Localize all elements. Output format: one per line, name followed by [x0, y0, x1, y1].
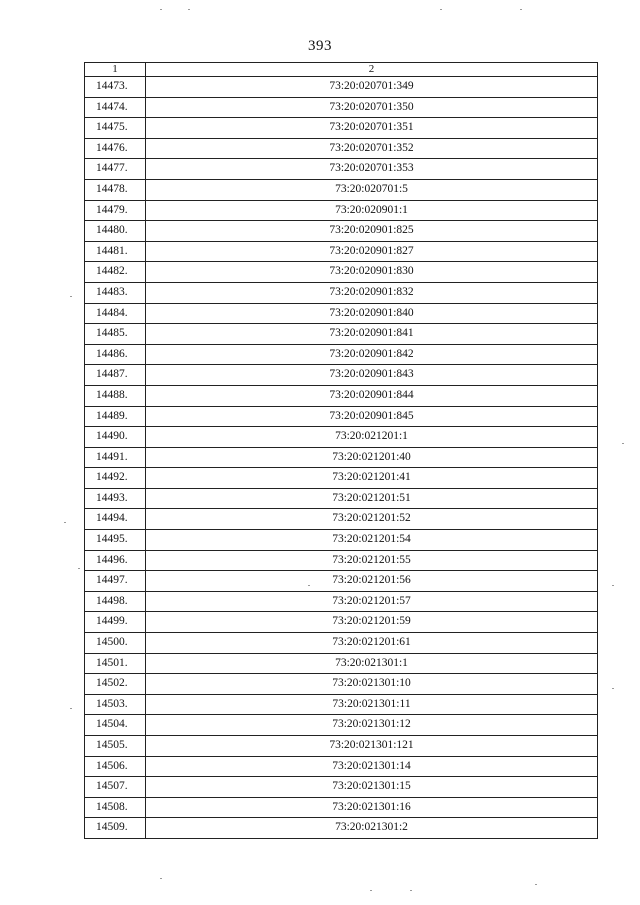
table-row — [85, 694, 598, 715]
cadastral-number: 73:20:021201:51 — [146, 488, 598, 509]
row-number: 14491. — [85, 447, 146, 468]
cadastral-number: 73:20:021301:121 — [146, 736, 598, 757]
table-row — [85, 324, 598, 345]
scan-speck — [78, 568, 80, 569]
row-number: 14492. — [85, 468, 146, 489]
table-row — [85, 756, 598, 777]
cadastral-number: 73:20:021201:52 — [146, 509, 598, 530]
cadastral-number: 73:20:021301:1 — [146, 653, 598, 674]
scan-speck — [308, 585, 310, 586]
scan-speck — [370, 890, 372, 891]
table-row — [85, 797, 598, 818]
row-number: 14474. — [85, 97, 146, 118]
cadastral-number: 73:20:021201:59 — [146, 612, 598, 633]
row-number: 14486. — [85, 344, 146, 365]
row-number: 14475. — [85, 118, 146, 139]
cadastral-table — [84, 62, 598, 839]
cadastral-number: 73:20:020901:844 — [146, 385, 598, 406]
row-number: 14500. — [85, 633, 146, 654]
row-number: 14508. — [85, 797, 146, 818]
scan-speck — [160, 878, 162, 879]
table-row — [85, 241, 598, 262]
scan-speck — [188, 9, 190, 10]
cadastral-number: 73:20:021201:40 — [146, 447, 598, 468]
table-row — [85, 509, 598, 530]
cadastral-number: 73:20:021301:10 — [146, 674, 598, 695]
scan-speck — [622, 443, 624, 444]
cadastral-number: 73:20:021201:61 — [146, 633, 598, 654]
table-row — [85, 468, 598, 489]
cadastral-number: 73:20:021201:57 — [146, 591, 598, 612]
row-number: 14484. — [85, 303, 146, 324]
row-number: 14485. — [85, 324, 146, 345]
table-row — [85, 674, 598, 695]
cadastral-number: 73:20:020901:1 — [146, 200, 598, 221]
cadastral-number: 73:20:020901:845 — [146, 406, 598, 427]
scan-speck — [64, 522, 66, 523]
row-number: 14482. — [85, 262, 146, 283]
cadastral-number: 73:20:020901:840 — [146, 303, 598, 324]
table-row — [85, 179, 598, 200]
row-number: 14478. — [85, 179, 146, 200]
scan-speck — [160, 9, 162, 10]
cadastral-number: 73:20:021201:55 — [146, 550, 598, 571]
row-number: 14493. — [85, 488, 146, 509]
table-row — [85, 550, 598, 571]
scan-speck — [535, 884, 537, 885]
scan-speck — [612, 585, 614, 586]
cadastral-number: 73:20:020901:841 — [146, 324, 598, 345]
table-row — [85, 571, 598, 592]
cadastral-number: 73:20:020701:349 — [146, 77, 598, 98]
row-number: 14498. — [85, 591, 146, 612]
cadastral-number: 73:20:021201:1 — [146, 427, 598, 448]
row-number: 14509. — [85, 818, 146, 839]
table-row — [85, 138, 598, 159]
row-number: 14490. — [85, 427, 146, 448]
cadastral-number: 73:20:020701:351 — [146, 118, 598, 139]
cadastral-number: 73:20:020701:350 — [146, 97, 598, 118]
table-row — [85, 365, 598, 386]
table-row — [85, 344, 598, 365]
row-number: 14488. — [85, 385, 146, 406]
cadastral-number: 73:20:021301:2 — [146, 818, 598, 839]
row-number: 14483. — [85, 282, 146, 303]
column-header-cadastral-number: 2 — [146, 63, 598, 77]
table-row — [85, 447, 598, 468]
row-number: 14495. — [85, 530, 146, 551]
scan-speck — [70, 296, 72, 297]
table-row — [85, 715, 598, 736]
table-row — [85, 530, 598, 551]
cadastral-number: 73:20:021301:15 — [146, 777, 598, 798]
cadastral-number: 73:20:021301:14 — [146, 756, 598, 777]
row-number: 14487. — [85, 365, 146, 386]
table-row — [85, 385, 598, 406]
row-number: 14504. — [85, 715, 146, 736]
table-row — [85, 406, 598, 427]
table-row — [85, 427, 598, 448]
row-number: 14506. — [85, 756, 146, 777]
cadastral-number: 73:20:020901:827 — [146, 241, 598, 262]
row-number: 14489. — [85, 406, 146, 427]
table-row — [85, 633, 598, 654]
cadastral-number: 73:20:021301:12 — [146, 715, 598, 736]
row-number: 14497. — [85, 571, 146, 592]
cadastral-number: 73:20:021201:56 — [146, 571, 598, 592]
row-number: 14481. — [85, 241, 146, 262]
row-number: 14501. — [85, 653, 146, 674]
scan-speck — [520, 9, 522, 10]
table-row — [85, 488, 598, 509]
table-row — [85, 612, 598, 633]
scan-speck — [410, 890, 412, 891]
table-row — [85, 653, 598, 674]
table-body — [85, 77, 598, 839]
table-row — [85, 777, 598, 798]
cadastral-number: 73:20:020901:842 — [146, 344, 598, 365]
row-number: 14476. — [85, 138, 146, 159]
row-number: 14496. — [85, 550, 146, 571]
row-number: 14503. — [85, 694, 146, 715]
row-number: 14505. — [85, 736, 146, 757]
table-row — [85, 736, 598, 757]
scan-speck — [612, 688, 614, 689]
row-number: 14507. — [85, 777, 146, 798]
row-number: 14499. — [85, 612, 146, 633]
table-row — [85, 200, 598, 221]
table-row — [85, 282, 598, 303]
cadastral-number: 73:20:021201:54 — [146, 530, 598, 551]
page-number: 393 — [308, 38, 332, 54]
table-row — [85, 303, 598, 324]
row-number: 14502. — [85, 674, 146, 695]
cadastral-number: 73:20:021201:41 — [146, 468, 598, 489]
cadastral-number: 73:20:021301:16 — [146, 797, 598, 818]
cadastral-number: 73:20:021301:11 — [146, 694, 598, 715]
table-row — [85, 262, 598, 283]
cadastral-number: 73:20:020901:830 — [146, 262, 598, 283]
cadastral-number: 73:20:020901:843 — [146, 365, 598, 386]
table-row — [85, 118, 598, 139]
cadastral-number: 73:20:020901:832 — [146, 282, 598, 303]
cadastral-number: 73:20:020701:353 — [146, 159, 598, 180]
row-number: 14479. — [85, 200, 146, 221]
scan-speck — [440, 9, 442, 10]
table-row — [85, 221, 598, 242]
cadastral-number: 73:20:020901:825 — [146, 221, 598, 242]
row-number: 14494. — [85, 509, 146, 530]
table-header-row — [85, 63, 598, 77]
row-number: 14480. — [85, 221, 146, 242]
row-number: 14477. — [85, 159, 146, 180]
cadastral-number: 73:20:020701:5 — [146, 179, 598, 200]
cadastral-number: 73:20:020701:352 — [146, 138, 598, 159]
table-row — [85, 97, 598, 118]
column-header-number: 1 — [85, 63, 146, 77]
table-row — [85, 818, 598, 839]
row-number: 14473. — [85, 77, 146, 98]
scan-speck — [70, 708, 72, 709]
table-row — [85, 159, 598, 180]
table-row — [85, 591, 598, 612]
table-row — [85, 77, 598, 98]
